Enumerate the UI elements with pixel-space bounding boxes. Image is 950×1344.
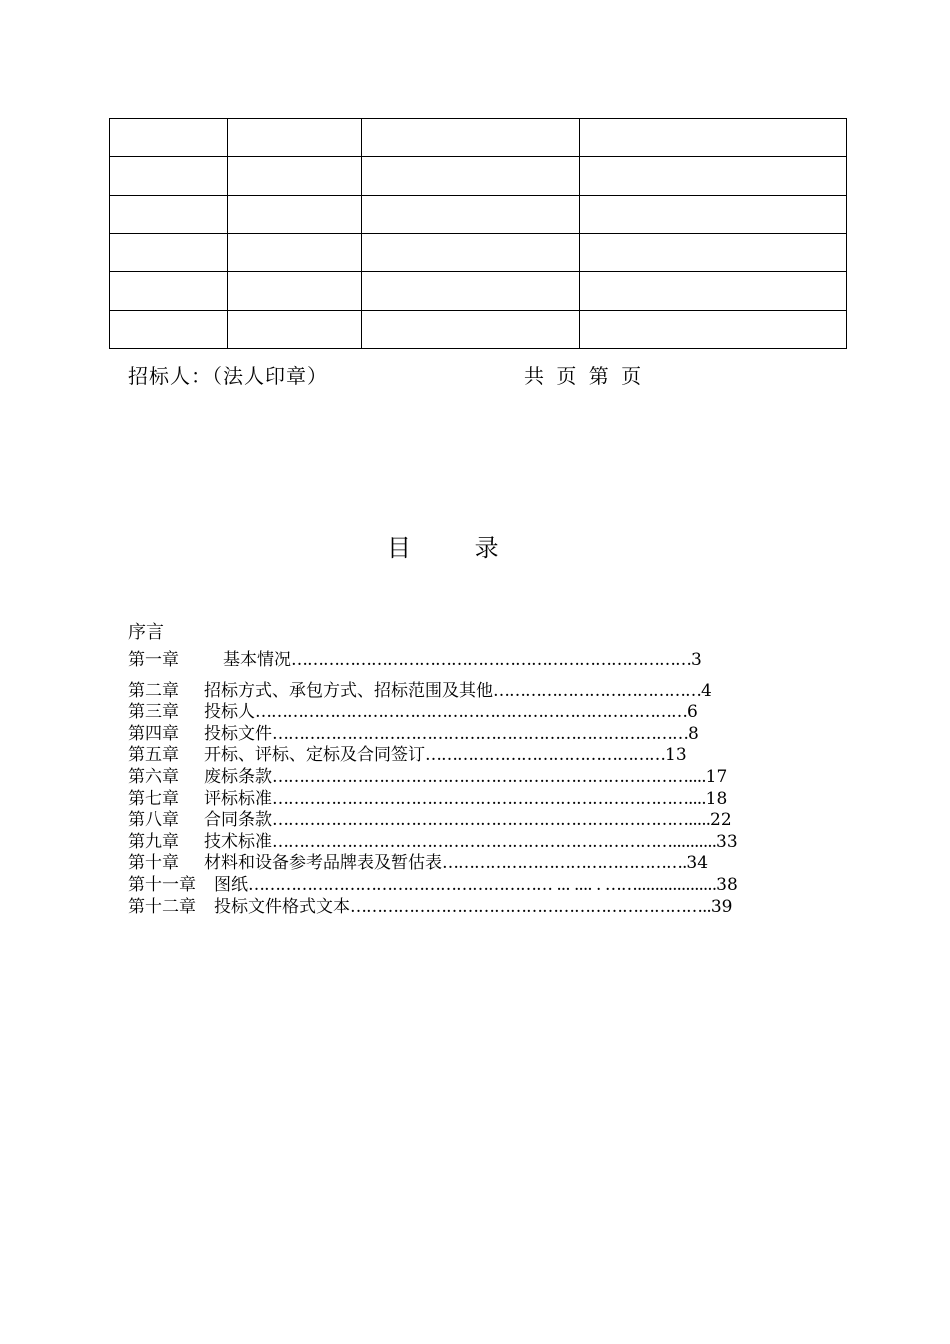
toc-entry[interactable]	[128, 724, 738, 746]
toc-leader: …………………………………………………………..	[350, 896, 711, 917]
toc-entry[interactable]	[128, 702, 738, 724]
toc-entry-title: 基本情况	[223, 650, 291, 670]
toc-page-number: 38	[716, 874, 738, 895]
toc-entry[interactable]	[128, 897, 738, 919]
toc-page-number: 17	[705, 766, 728, 787]
table-cell	[580, 195, 847, 233]
toc-leader: ……………………………………………………………………....	[272, 766, 706, 787]
toc-title: 目 录	[387, 534, 527, 562]
toc-page-number: 6	[687, 702, 698, 723]
toc-entry[interactable]	[128, 789, 738, 811]
toc-entry-title: 投标文件	[204, 723, 272, 744]
table-cell	[362, 272, 580, 310]
table-cell	[110, 195, 228, 233]
toc-chapter: 第七章	[128, 788, 179, 809]
toc-leader: …………………………………	[493, 680, 701, 701]
table-cell	[580, 272, 847, 310]
table-cell	[580, 119, 847, 157]
toc-leader: …………………………………………………………………….....	[272, 810, 711, 831]
table-cell	[228, 157, 362, 195]
toc-page-number: 3	[691, 650, 702, 670]
table-cell	[580, 310, 847, 348]
toc-page-number: 34	[686, 853, 709, 874]
toc-chapter: 第五章	[128, 745, 179, 766]
toc-entry-title: 投标人	[204, 702, 255, 723]
toc-page-number: 18	[705, 788, 728, 809]
toc-entry-title: 招标方式、承包方式、招标范围及其他	[204, 680, 493, 701]
table-cell	[110, 310, 228, 348]
table-row	[110, 157, 847, 195]
blank-form-table	[109, 118, 847, 349]
toc-entry-title: 投标文件格式文本	[214, 896, 350, 917]
toc-chapter: 第二章	[128, 680, 179, 701]
toc-entry[interactable]	[128, 745, 738, 767]
signer-label: 招标人：（法人印章）	[128, 364, 328, 388]
table-of-contents	[128, 650, 738, 918]
table-cell	[580, 157, 847, 195]
toc-page-number: 39	[710, 896, 733, 917]
table-cell	[362, 195, 580, 233]
toc-page-number: 33	[716, 831, 738, 852]
toc-entry[interactable]	[128, 832, 738, 854]
table-cell	[228, 119, 362, 157]
toc-entry[interactable]	[128, 650, 738, 672]
table-row	[110, 195, 847, 233]
toc-entry-title: 废标条款	[204, 766, 272, 787]
toc-page-number: 22	[710, 810, 732, 831]
table-cell	[110, 233, 228, 271]
toc-leader: ……………………………………………………………………	[272, 723, 688, 744]
table-cell	[362, 310, 580, 348]
toc-entry[interactable]	[128, 875, 738, 897]
table-cell	[362, 157, 580, 195]
table-cell	[362, 119, 580, 157]
table-row	[110, 233, 847, 271]
table-cell	[228, 272, 362, 310]
toc-entry[interactable]	[128, 853, 738, 875]
toc-entry[interactable]	[128, 767, 738, 789]
table-cell	[110, 272, 228, 310]
toc-chapter: 第六章	[128, 766, 179, 787]
toc-leader: ………………………………………………………………………	[255, 702, 687, 723]
table-row	[110, 119, 847, 157]
toc-preface: 序言	[128, 622, 164, 643]
toc-page-number: 13	[665, 745, 687, 766]
toc-leader: ………………………………………	[425, 745, 665, 766]
toc-leader: ………………………………………………… ... .... . ……..................	[248, 874, 717, 895]
toc-leader: ……………………………………………………………………....	[272, 788, 706, 809]
table-cell	[110, 119, 228, 157]
table-row	[110, 310, 847, 348]
toc-chapter: 第八章	[128, 810, 179, 831]
toc-entry-title: 评标标准	[204, 788, 272, 809]
toc-chapter: 第三章	[128, 702, 179, 723]
toc-page-number: 8	[688, 723, 699, 744]
table-cell	[110, 157, 228, 195]
table-cell	[228, 195, 362, 233]
toc-entry-title: 技术标准	[204, 831, 272, 852]
toc-entry-title: 图纸	[214, 874, 248, 895]
table-cell	[362, 233, 580, 271]
table-cell	[228, 233, 362, 271]
toc-leader: …………………………………………………………………	[291, 650, 691, 670]
toc-chapter: 第十章	[128, 853, 179, 874]
toc-leader: …………………………………………………………………..........	[272, 831, 717, 852]
toc-entry-title: 合同条款	[204, 810, 272, 831]
toc-chapter: 第十二章	[128, 896, 196, 917]
toc-chapter: 第九章	[128, 831, 179, 852]
toc-chapter: 第四章	[128, 723, 179, 744]
toc-entry-title: 材料和设备参考品牌表及暂估表	[204, 853, 442, 874]
toc-page-number: 4	[701, 680, 712, 701]
toc-entry[interactable]	[128, 681, 738, 703]
toc-chapter: 第十一章	[128, 874, 196, 895]
table-row	[110, 272, 847, 310]
table-cell	[580, 233, 847, 271]
toc-chapter: 第一章	[128, 650, 179, 670]
toc-leader: ……………………………………….	[442, 853, 687, 874]
toc-entry-title: 开标、评标、定标及合同签订	[204, 745, 425, 766]
table-cell	[228, 310, 362, 348]
page-count-label: 共 页 第 页	[524, 364, 643, 388]
toc-entry[interactable]	[128, 810, 738, 832]
